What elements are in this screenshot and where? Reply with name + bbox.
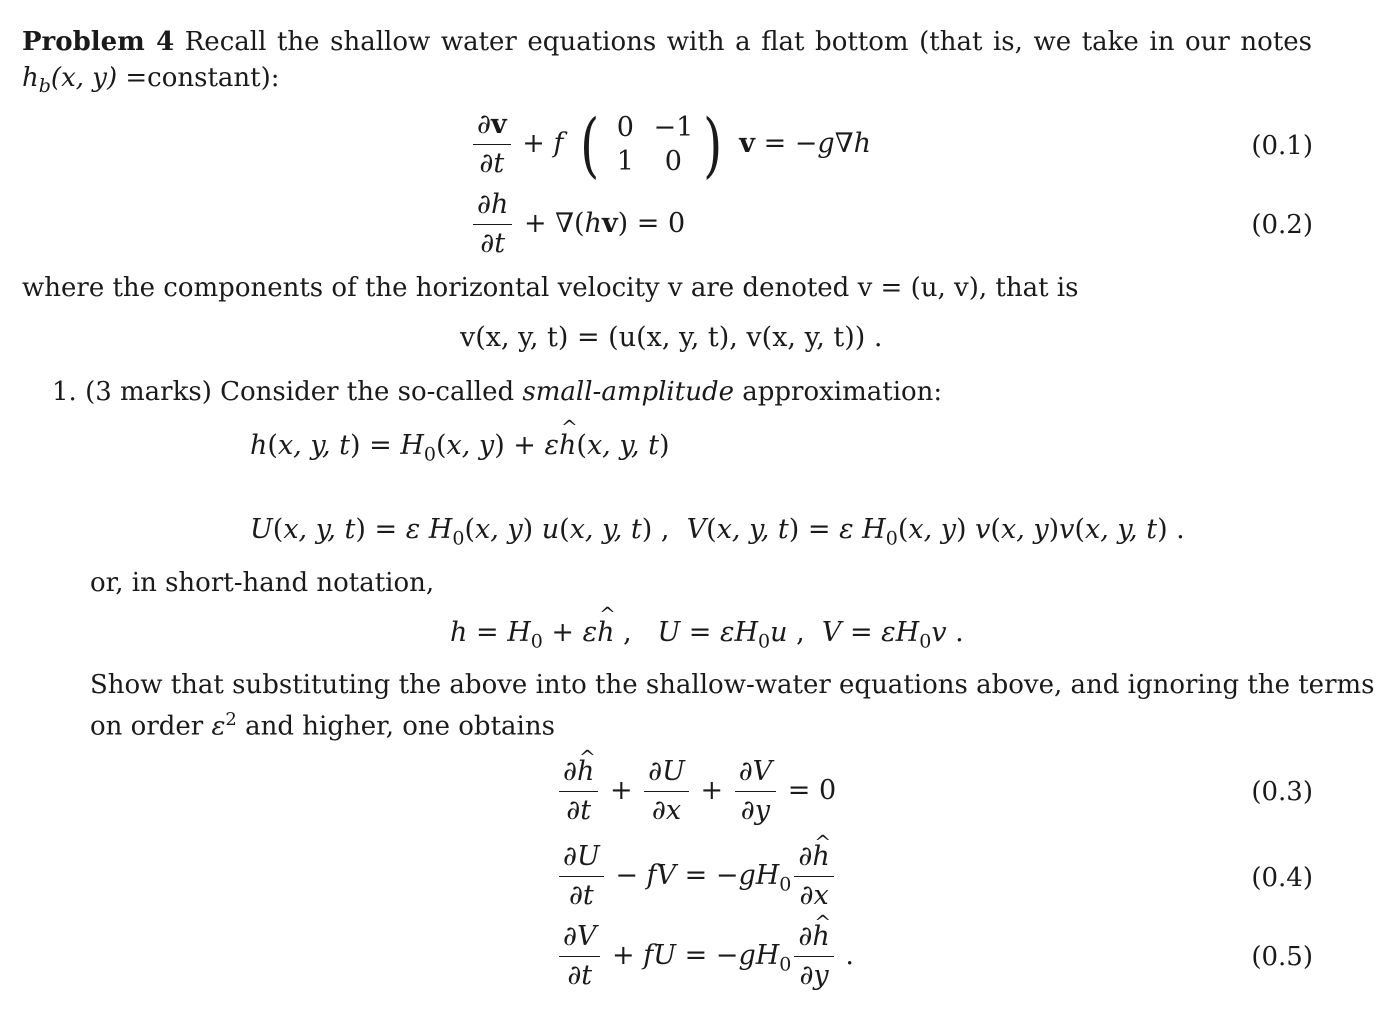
where-line: where the components of the horizontal velocity v are denoted v = (u, v), that is: [22, 273, 1079, 303]
shorthand-intro: or, in short-hand notation,: [90, 568, 435, 598]
matrix-d: 0: [664, 145, 682, 177]
problem-intro-text: Recall the shallow water equations with a flat bottom (that is, we take in our notes: [184, 27, 1312, 57]
show-line-2: [90, 704, 555, 743]
item-number: 1.: [52, 377, 77, 407]
show-line-2-end: and higher, one obtains: [236, 711, 555, 742]
var-h: h: [22, 63, 39, 93]
rotation-matrix: ( 0 −1 1 0 ): [580, 103, 723, 186]
equation-0-2: $\frac{\partial h}{\partial t}$ + ∇(hv) = 0: [470, 188, 685, 261]
item-emphasis: small-amplitude: [522, 377, 734, 407]
item-tail: approximation:: [733, 377, 943, 407]
equation-0-1: $\frac{\partial v}{\partial t}$ + f ( 0 −1 1 0 ) v = −g∇h: [470, 108, 871, 181]
equation-tag-0-4: (0.4): [1251, 863, 1313, 893]
fraction-dh-dt: $\frac{\partial h}{\partial t}$: [473, 188, 512, 261]
item-1-line: [52, 376, 942, 408]
fraction-dv-dt: $\frac{\partial v}{\partial t}$: [473, 108, 511, 181]
epsilon-exponent: 2: [225, 709, 237, 730]
h-expansion-equation: h(x, y, $t) = H_0(x$, y) + ε^ h(x, y, t): [250, 430, 670, 465]
show-line-1: Show that substituting the above into the shallow-water equations above, and ignoring the terms: [90, 670, 1375, 700]
show-line-2-start: on order: [90, 711, 212, 742]
equation-0-3: $\frac{\partial\^{} h}{\partial t}$ + $\frac{\partial U}{\partial x}$ + $\frac{\partial V}{\partial y}$ = 0: [556, 755, 836, 828]
problem-heading: Problem 4: [22, 27, 175, 57]
matrix-a: 0: [616, 111, 634, 143]
equation-tag-0-5: (0.5): [1251, 942, 1313, 972]
uv-definition-equation: U(x, y, t) = ε $H_0(x$, y) u(x, y, t) , V(x, y, t) = ε $H_0(x$, y) v(x, y)v(x, y, t) .: [250, 514, 1185, 550]
equation-tag-0-2: (0.2): [1251, 210, 1313, 240]
equation-0-4: $\frac{\partial U}{\partial t}$ − fV = $-gH_0$ $\frac{\partial\^{} h}{\partial x}$: [556, 840, 837, 913]
matrix-c: 1: [616, 145, 634, 177]
args-xy: (x, y): [50, 63, 118, 93]
shorthand-equation: $h = H_0$ + ε^ h , $U = \varepsilon H_0u$ , $V = \varepsilon H_0v$ .: [450, 617, 964, 652]
matrix-b: −1: [653, 111, 694, 143]
velocity-definition: v(x, y, t) = (u(x, y, t), v(x, y, t)) .: [460, 322, 883, 353]
item-lead: (3 marks) Consider the so-called: [85, 377, 523, 407]
problem-intro-line-2: [22, 62, 280, 102]
equation-0-5: $\frac{\partial V}{\partial t}$ + fU = $-gH_0$ $\frac{\partial\^{} h}{\partial y}$ .: [556, 920, 854, 993]
problem-intro-line-1: [22, 26, 1312, 58]
epsilon-symbol: ε: [211, 711, 226, 742]
equation-tag-0-1: (0.1): [1251, 131, 1313, 161]
constant-text: =constant):: [117, 63, 280, 93]
subscript-b: b: [38, 75, 51, 98]
equation-tag-0-3: (0.3): [1251, 777, 1313, 807]
